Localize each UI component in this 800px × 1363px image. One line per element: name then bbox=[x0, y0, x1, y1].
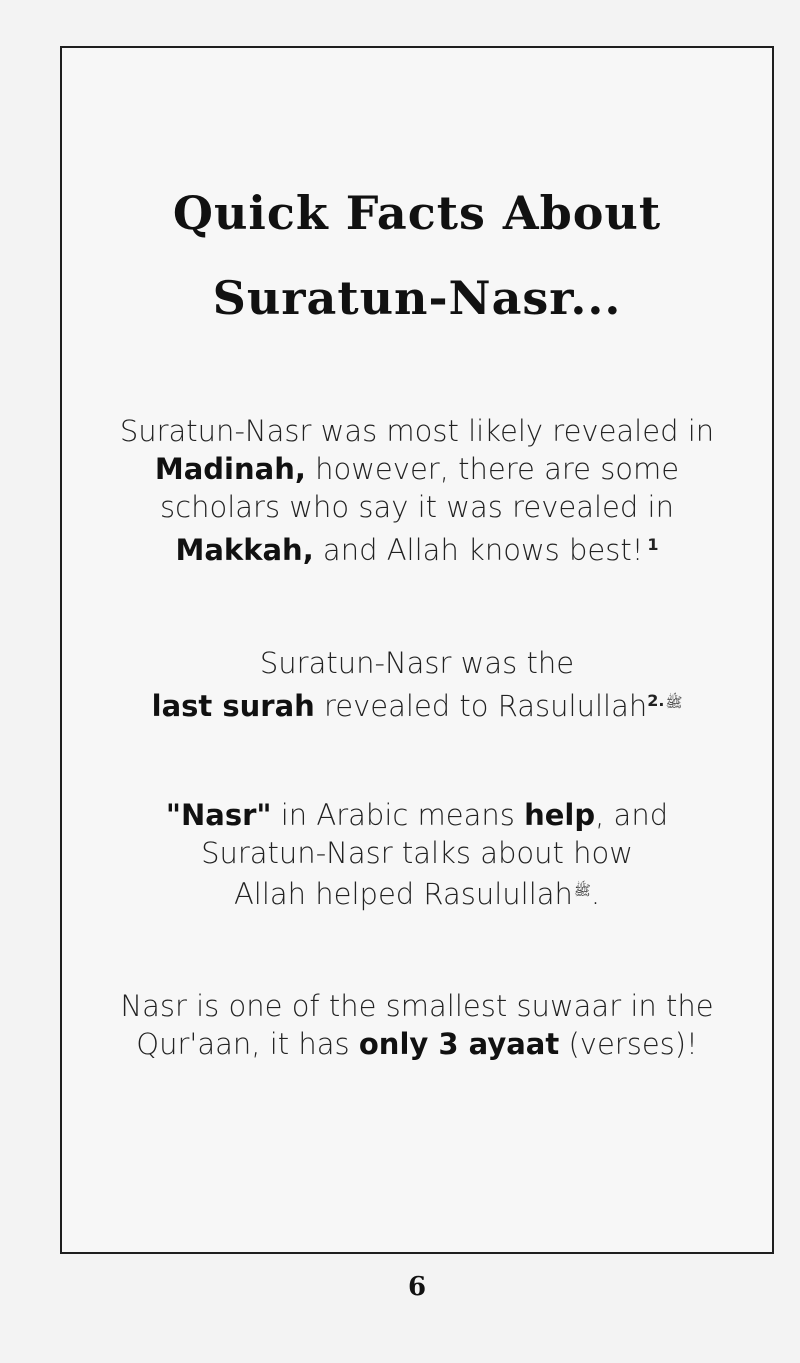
footnote-marker-2: .2 bbox=[647, 691, 665, 710]
fact-3-line-1-end: , and bbox=[595, 798, 669, 832]
fact-1-line-4: and Allah knows best! bbox=[313, 533, 644, 567]
fact-3-nasr-word: "Nasr" bbox=[165, 798, 272, 832]
fact-1-makkah: Makkah, bbox=[175, 533, 314, 567]
fact-1-line-3: scholars who say it was revealed in bbox=[160, 490, 674, 524]
fact-2-line-2: revealed to Rasulullah bbox=[314, 689, 648, 723]
fact-3-period: . bbox=[590, 877, 601, 911]
fact-3-mid: in Arabic means bbox=[271, 798, 525, 832]
page-title-line-2: Suratun-Nasr... bbox=[212, 271, 622, 325]
salutation-symbol: ﷺ bbox=[573, 883, 591, 899]
fact-4-line-2-start: Qur'aan, it has bbox=[136, 1027, 359, 1061]
salutation-symbol: ﷺ bbox=[665, 695, 683, 711]
footnote-marker-1: 1 bbox=[647, 535, 659, 554]
fact-4-line-2-end: (verses)! bbox=[559, 1027, 698, 1061]
fact-2-line-1: Suratun-Nasr was the bbox=[259, 646, 575, 680]
fact-3-help-word: help bbox=[524, 798, 596, 832]
fact-1-madinah: Madinah, bbox=[154, 452, 306, 486]
fact-1-line-1: Suratun-Nasr was most likely revealed in bbox=[119, 414, 715, 448]
fact-revelation-place bbox=[60, 412, 774, 569]
page-title-line-1: Quick Facts About bbox=[172, 186, 662, 240]
fact-last-surah bbox=[60, 644, 774, 725]
fact-4-line-1: Nasr is one of the smallest suwaar in the bbox=[120, 989, 714, 1023]
fact-number-of-ayaat bbox=[60, 987, 774, 1063]
page-number: 6 bbox=[407, 1272, 427, 1302]
fact-4-ayaat-count: only 3 ayaat bbox=[358, 1027, 560, 1061]
fact-1-line-2: however, there are some bbox=[305, 452, 680, 486]
fact-meaning-of-nasr bbox=[60, 796, 774, 913]
fact-2-last-surah: last surah bbox=[151, 689, 315, 723]
fact-3-line-2: Suratun-Nasr talks about how bbox=[201, 836, 633, 870]
fact-3-line-3: Allah helped Rasulullah bbox=[233, 877, 573, 911]
